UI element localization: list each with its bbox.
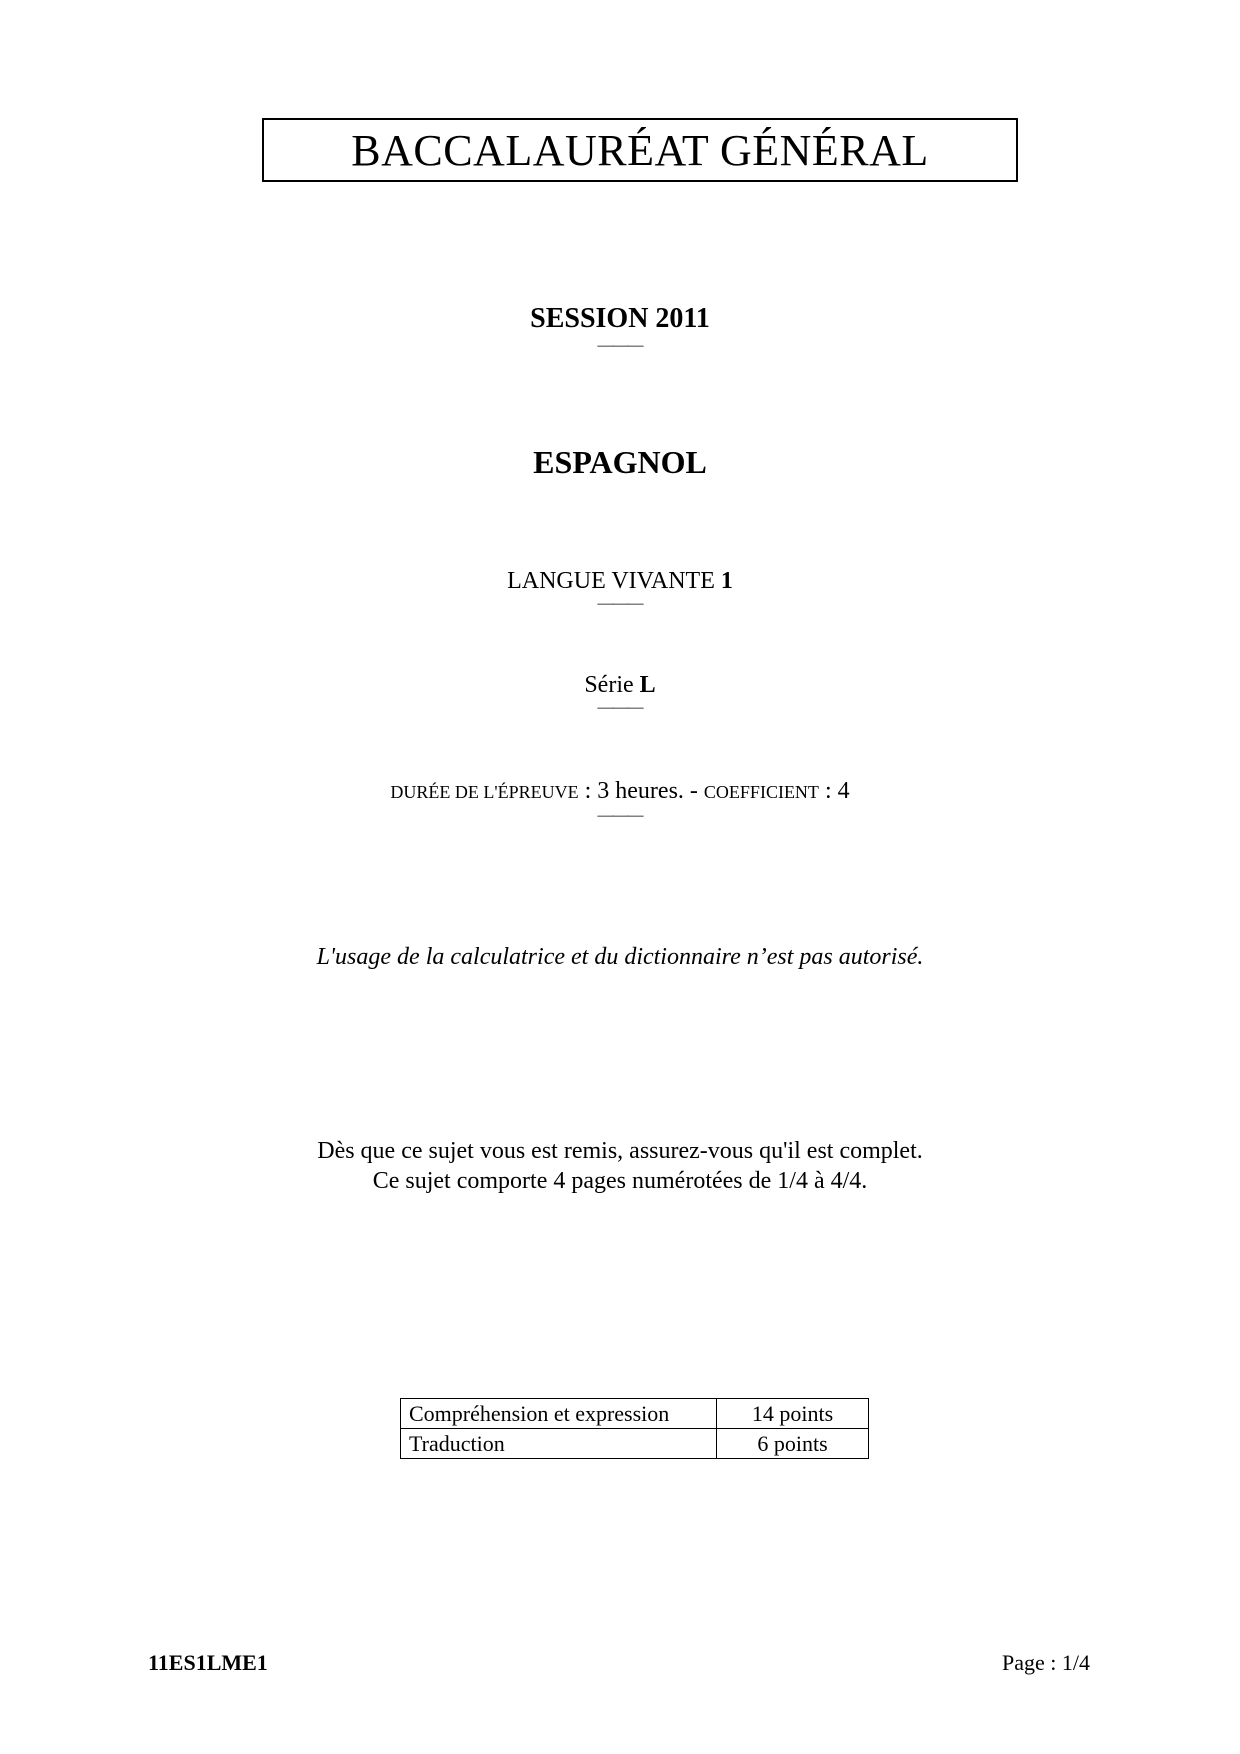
separator-line: ——— xyxy=(597,595,643,612)
serie-label: Série xyxy=(584,672,640,698)
separator-line: ——— xyxy=(597,699,643,716)
table-row xyxy=(401,1429,869,1459)
instruction-line-1: Dès que ce sujet vous est remis, assurez-vous qu'il est complet. xyxy=(317,1138,923,1164)
page-number: Page : 1/4 xyxy=(1002,1650,1090,1675)
table-cell-points: 14 points xyxy=(717,1399,869,1429)
duree-sep: : xyxy=(578,778,598,804)
instruction-line-2: Ce sujet comporte 4 pages numérotées de 1/4 à 4/4. xyxy=(372,1168,868,1194)
exam-title: BACCALAURÉAT GÉNÉRAL xyxy=(351,125,929,175)
separator-line: ——— xyxy=(597,337,643,354)
session-heading: SESSION 2011 xyxy=(530,303,710,334)
subject-code: 11ES1LME1 xyxy=(148,1650,268,1675)
coefficient-label: COEFFICIENT xyxy=(703,782,819,802)
langue-number: 1 xyxy=(720,568,733,594)
langue-vivante-line xyxy=(0,568,1240,595)
duree-label: DURÉE DE L'ÉPREUVE xyxy=(390,782,579,802)
exam-title-box xyxy=(262,118,1018,182)
points-table xyxy=(400,1398,869,1459)
subject-heading: ESPAGNOL xyxy=(533,444,707,480)
table-cell-points: 6 points xyxy=(717,1429,869,1459)
serie-line xyxy=(0,672,1240,699)
table-row xyxy=(401,1399,869,1429)
duree-value: 3 heures. xyxy=(597,778,684,804)
coefficient-sep: : xyxy=(818,778,838,804)
serie-letter: L xyxy=(639,672,656,698)
calculator-notice: L'usage de la calculatrice et du dictionnaire n’est pas autorisé. xyxy=(316,944,924,970)
separator-line: ——— xyxy=(597,807,643,824)
duree-sep: - xyxy=(683,778,704,804)
duree-line xyxy=(0,778,1240,805)
table-cell-label: Compréhension et expression xyxy=(401,1399,717,1429)
coefficient-value: 4 xyxy=(837,778,850,804)
langue-label: LANGUE VIVANTE xyxy=(507,568,721,594)
table-cell-label: Traduction xyxy=(401,1429,717,1459)
